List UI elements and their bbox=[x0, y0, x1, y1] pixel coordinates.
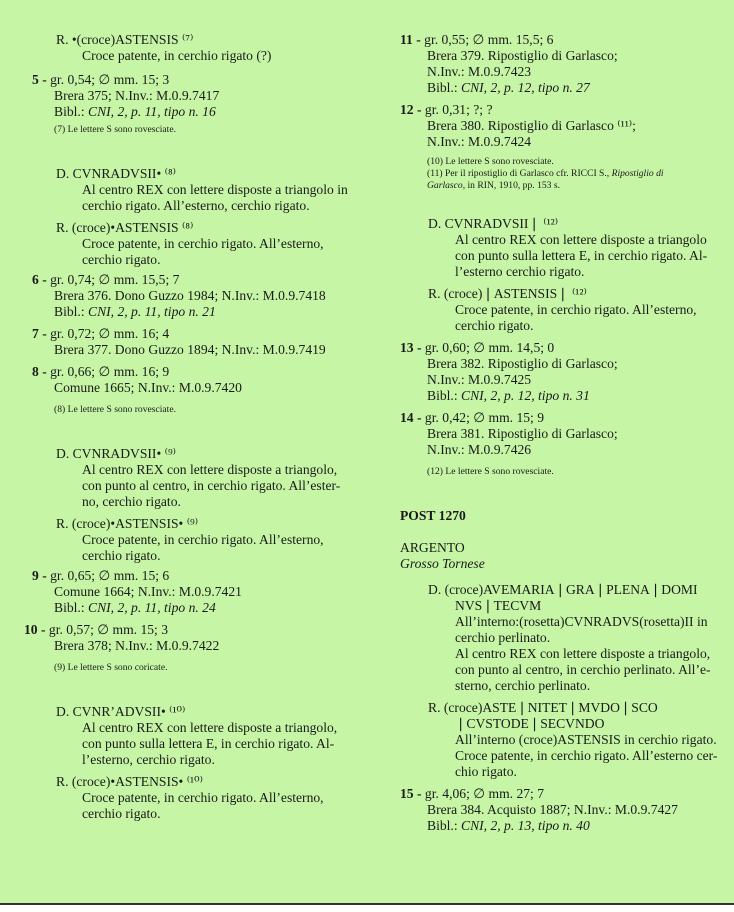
entry-number: 5 - bbox=[32, 72, 47, 87]
footnote-line: (12) Le lettere S sono rovesciate. bbox=[427, 466, 554, 477]
text-line: Brera 375; N.Inv.: M.0.9.7417 bbox=[54, 88, 220, 103]
text-line: chio rigato. bbox=[455, 764, 517, 779]
text-line: Brera 376. Dono Guzzo 1984; N.Inv.: M.0.9.7418 bbox=[54, 288, 326, 303]
text-line: Brera 384. Acquisto 1887; N.Inv.: M.0.9.7427 bbox=[427, 802, 678, 817]
text-line: l’esterno cerchio rigato. bbox=[455, 264, 585, 279]
entry-number: 10 - bbox=[24, 622, 46, 637]
text-line: Bibl.: CNI, 2, p. 12, tipo n. 27 bbox=[427, 80, 590, 95]
text-line: Al centro REX con lettere disposte a triangolo in bbox=[82, 182, 348, 197]
text-line: All’interno (croce)ASTENSIS in cerchio rigato. bbox=[455, 732, 717, 747]
text-line: Brera 377. Dono Guzzo 1894; N.Inv.: M.0.9.7419 bbox=[54, 342, 326, 357]
text-line: ARGENTO bbox=[400, 540, 465, 555]
text-line: All’interno:(rosetta)CVNRADVS(rosetta)II in bbox=[455, 614, 708, 629]
entry-number: 11 - bbox=[400, 32, 421, 47]
entry-number: 12 - bbox=[400, 102, 422, 117]
entry-line: 14 - gr. 0,42; ∅ mm. 15; 9 bbox=[400, 410, 545, 425]
text-line: con punto sulla lettera E, in cerchio rigato. Al- bbox=[82, 736, 335, 751]
footnote-line: (9) Le lettere S sono coricate. bbox=[54, 662, 168, 673]
page-bottom-strip bbox=[0, 905, 734, 912]
text-line: N.Inv.: M.0.9.7423 bbox=[427, 64, 532, 79]
entry-line: 11 - gr. 0,55; ∅ mm. 15,5; 6 bbox=[400, 32, 554, 47]
text-line: Croce patente, in cerchio rigato. All’esterno, bbox=[455, 302, 697, 317]
entry-line: 9 - gr. 0,65; ∅ mm. 15; 6 bbox=[32, 568, 170, 583]
text-line: D. CVNRADVSII• ⁽⁸⁾ bbox=[56, 166, 177, 181]
text-line: l’esterno, cerchio rigato. bbox=[82, 752, 215, 767]
text-line: R. (croce)•ASTENSIS• ⁽¹⁰⁾ bbox=[56, 774, 203, 789]
text-line: Al centro REX con lettere disposte a triangolo, bbox=[455, 646, 711, 661]
footnote-line: (8) Le lettere S sono rovesciate. bbox=[54, 404, 177, 415]
entry-number: 7 - bbox=[32, 326, 47, 341]
text-line: cerchio rigato. bbox=[82, 806, 161, 821]
entry-line: 13 - gr. 0,60; ∅ mm. 14,5; 0 bbox=[400, 340, 555, 355]
text-line: Comune 1665; N.Inv.: M.0.9.7420 bbox=[54, 380, 242, 395]
text-line: Al centro REX con lettere disposte a triangolo, bbox=[82, 462, 338, 477]
text-line: Grosso Tornese bbox=[400, 556, 485, 571]
text-line: Bibl.: CNI, 2, p. 11, tipo n. 24 bbox=[54, 600, 216, 615]
entry-line: 12 - gr. 0,31; ?; ? bbox=[400, 102, 493, 117]
text-line: POST 1270 bbox=[400, 508, 466, 523]
text-line: R. (croce)•ASTENSIS ⁽⁸⁾ bbox=[56, 220, 194, 235]
text-line: cerchio rigato. All’esterno, cerchio rigato. bbox=[82, 198, 310, 213]
text-line: R. (croce)•ASTENSIS• ⁽⁹⁾ bbox=[56, 516, 199, 531]
text-line: Croce patente, in cerchio rigato. All’esterno, bbox=[82, 236, 324, 251]
text-line: R. •(croce)ASTENSIS ⁽⁷⁾ bbox=[56, 32, 194, 47]
entry-line: 15 - gr. 4,06; ∅ mm. 27; 7 bbox=[400, 786, 545, 801]
text-line: Croce patente, in cerchio rigato. All’esterno, bbox=[82, 790, 324, 805]
text-line: Comune 1664; N.Inv.: M.0.9.7421 bbox=[54, 584, 242, 599]
footnote-line: (7) Le lettere S sono rovesciate. bbox=[54, 124, 177, 135]
text-line: D. (croce)AVEMARIA❘GRA❘PLENA❘DOMI bbox=[428, 582, 698, 597]
text-line: Al centro REX con lettere disposte a triangolo bbox=[455, 232, 707, 247]
entry-line: 6 - gr. 0,74; ∅ mm. 15,5; 7 bbox=[32, 272, 180, 287]
entry-number: 14 - bbox=[400, 410, 422, 425]
entry-line: 8 - gr. 0,66; ∅ mm. 16; 9 bbox=[32, 364, 170, 379]
text-line: ❘CVSTODE❘SECVNDO bbox=[455, 716, 605, 731]
entry-line: 10 - gr. 0,57; ∅ mm. 15; 3 bbox=[24, 622, 169, 637]
text-line: Brera 382. Ripostiglio di Garlasco; bbox=[427, 356, 618, 371]
entry-line: 7 - gr. 0,72; ∅ mm. 16; 4 bbox=[32, 326, 170, 341]
text-line: con punto al centro, in cerchio perlinato. All’e- bbox=[455, 662, 711, 677]
text-line: N.Inv.: M.0.9.7426 bbox=[427, 442, 532, 457]
text-line: N.Inv.: M.0.9.7425 bbox=[427, 372, 532, 387]
text-line: no, cerchio rigato. bbox=[82, 494, 181, 509]
text-line: cerchio rigato. bbox=[455, 318, 534, 333]
entry-number: 8 - bbox=[32, 364, 47, 379]
text-line: Bibl.: CNI, 2, p. 11, tipo n. 16 bbox=[54, 104, 216, 119]
footnote-line: (10) Le lettere S sono rovesciate. bbox=[427, 156, 554, 167]
text-line: Brera 381. Ripostiglio di Garlasco; bbox=[427, 426, 618, 441]
entry-line: 5 - gr. 0,54; ∅ mm. 15; 3 bbox=[32, 72, 170, 87]
text-line: Croce patente, in cerchio rigato (?) bbox=[82, 48, 272, 63]
text-line: Al centro REX con lettere disposte a triangolo, bbox=[82, 720, 338, 735]
text-line: N.Inv.: M.0.9.7424 bbox=[427, 134, 532, 149]
text-line: sterno, cerchio perlinato. bbox=[455, 678, 591, 693]
text-line: cerchio rigato. bbox=[82, 252, 161, 267]
text-line: Bibl.: CNI, 2, p. 13, tipo n. 40 bbox=[427, 818, 590, 833]
text-line: Croce patente, in cerchio rigato. All’esterno cer- bbox=[455, 748, 718, 763]
text-line: cerchio rigato. bbox=[82, 548, 161, 563]
text-line: cerchio perlinato. bbox=[455, 630, 551, 645]
text-line: R. (croce)❘ASTENSIS❘ ⁽¹²⁾ bbox=[428, 286, 587, 301]
text-line: NVS❘TECVM bbox=[455, 598, 542, 613]
text-line: Brera 379. Ripostiglio di Garlasco; bbox=[427, 48, 618, 63]
text-line: Brera 380. Ripostiglio di Garlasco ⁽¹¹⁾; bbox=[427, 118, 636, 133]
entry-number: 9 - bbox=[32, 568, 47, 583]
text-line: D. CVNR’ADVSII• ⁽¹⁰⁾ bbox=[56, 704, 186, 719]
text-line: D. CVNRADVSII• ⁽⁹⁾ bbox=[56, 446, 177, 461]
entry-number: 6 - bbox=[32, 272, 47, 287]
text-line: R. (croce)ASTE❘NITET❘MVDO❘SCO bbox=[428, 700, 658, 715]
footnote-line: Garlasco, in RIN, 1910, pp. 153 s. bbox=[427, 180, 560, 191]
text-line: Bibl.: CNI, 2, p. 11, tipo n. 21 bbox=[54, 304, 216, 319]
entry-number: 13 - bbox=[400, 340, 422, 355]
text-line: Croce patente, in cerchio rigato. All’esterno, bbox=[82, 532, 324, 547]
text-line: con punto al centro, in cerchio rigato. All’ester- bbox=[82, 478, 341, 493]
text-line: Bibl.: CNI, 2, p. 12, tipo n. 31 bbox=[427, 388, 590, 403]
text-line: con punto sulla lettera E, in cerchio rigato. Al- bbox=[455, 248, 708, 263]
footnote-line: (11) Per il ripostiglio di Garlasco cfr. RICCI S., Ripostiglio di bbox=[427, 168, 664, 179]
text-line: D. CVNRADVSII❘ ⁽¹²⁾ bbox=[428, 216, 559, 231]
entry-number: 15 - bbox=[400, 786, 422, 801]
text-line: Brera 378; N.Inv.: M.0.9.7422 bbox=[54, 638, 220, 653]
